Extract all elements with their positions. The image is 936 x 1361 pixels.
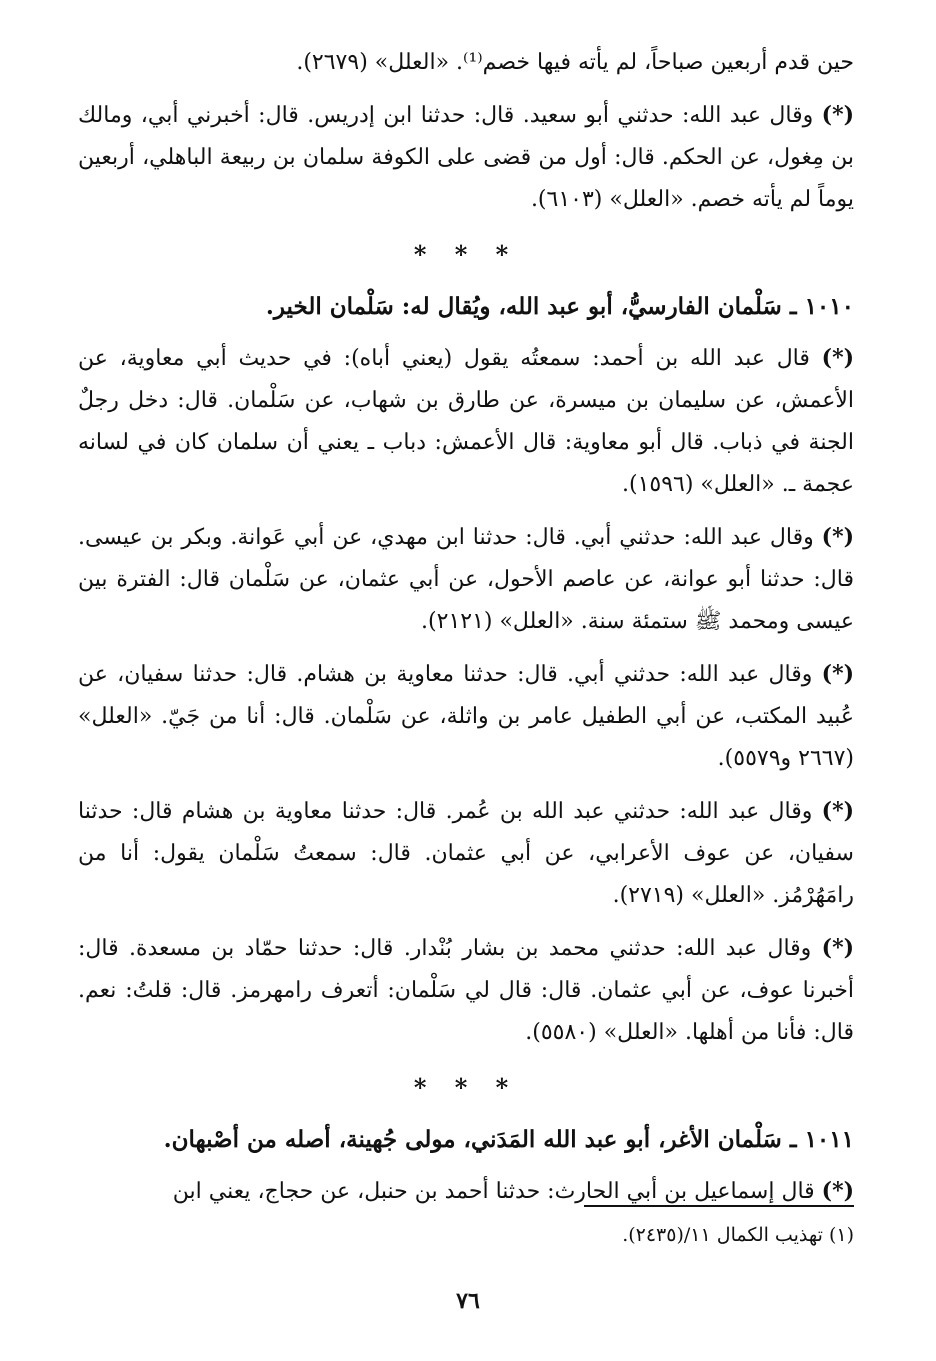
- paragraph-marker: (*): [821, 524, 854, 550]
- paragraph-text: قال إسماعيل بن أبي الحارث: حدثنا أحمد بن حنبل، عن حجاج، يعني ابن: [172, 1179, 822, 1204]
- entry-heading-1011: ١٠١١ ـ سَلْمان الأغر، أبو عبد الله المَدَني، مولى جُهينة، أصله من أصْبهان.: [163, 1126, 854, 1153]
- paragraph-7: [78, 927, 854, 1054]
- paragraph-2: [78, 94, 854, 221]
- paragraph-text: وقال عبد الله: حدثني أبي. قال: حدثنا ابن مهدي، عن أبي عَوانة. وبكر بن عيسى. قال: حدثنا أبو عوانة، عن عاصم الأحول، عن أبي عثمان، عن سَلْمان قال: الفترة بين عيسى ومحمد ﷺ ستمئة سنة. «العلل» (٢١٢١).: [78, 525, 854, 634]
- paragraph-marker: (*): [821, 798, 854, 824]
- paragraph-marker: (*): [821, 935, 854, 961]
- paragraph-marker: (*): [821, 345, 854, 371]
- page-body: [78, 42, 854, 1361]
- section-separator: * * *: [413, 1073, 519, 1102]
- paragraph-4: [78, 516, 854, 643]
- paragraph-1: [78, 42, 854, 84]
- paragraph-text: حين قدم أربعين صباحاً، لم يأته فيها خصم⁽¹⁾. «العلل» (٢٦٧٩).: [296, 50, 854, 75]
- paragraph-text: وقال عبد الله: حدثني محمد بن بشار بُنْدار. قال: حدثنا حمّاد بن مسعدة. قال: أخبرنا عوف، عن أبي عثمان. قال: قال لي سَلْمان: أتعرف رامهرمز. قال: قلتُ: نعم. قال: فأنا من أهلها. «العلل» (٥٥٨٠).: [78, 936, 854, 1045]
- page-number: ٧٦: [456, 1288, 480, 1314]
- paragraph-marker: (*): [821, 1178, 854, 1204]
- section-separator: * * *: [413, 240, 519, 269]
- paragraph-text: وقال عبد الله: حدثني أبي. قال: حدثنا معاوية بن هشام. قال: حدثنا سفيان، عن عُبيد المكتب، عن أبي الطفيل عامر بن واثلة، عن سَلْمان. قال: أنا من جَيّ. «العلل» (٢٦٦٧ و٥٥٧٩).: [78, 662, 854, 771]
- paragraph-marker: (*): [821, 102, 854, 128]
- paragraph-text: وقال عبد الله: حدثني عبد الله بن عُمر. قال: حدثنا معاوية بن هشام قال: حدثنا سفيان، عن عوف الأعرابي، عن أبي عثمان. قال: سمعتُ سَلْمان يقول: أنا من رامَهُرْمُز. «العلل» (٢٧١٩).: [78, 799, 854, 908]
- paragraph-text: قال عبد الله بن أحمد: سمعتُه يقول (يعني أباه): في حديث أبي معاوية، عن الأعمش، عن سليمان بن ميسرة، عن طارق بن شهاب، عن سَلْمان. قال: دخل رجلٌ الجنة في ذباب. قال أبو معاوية: قال الأعمش: دباب ـ يعني أن سلمان كان في لسانه عجمة ـ. «العلل» (١٥٩٦).: [78, 346, 854, 497]
- entry-heading-1010: ١٠١٠ ـ سَلْمان الفارسيُّ، أبو عبد الله، ويُقال له: سَلْمان الخير.: [265, 293, 854, 320]
- paragraph-marker: (*): [821, 661, 854, 687]
- paragraph-5: [78, 653, 854, 780]
- paragraph-3: [78, 337, 854, 506]
- footnote-divider: [584, 1205, 854, 1207]
- footnote: (١) تهذيب الكمال ١١/(٢٤٣٥).: [622, 1224, 854, 1246]
- paragraph-text: وقال عبد الله: حدثني أبو سعيد. قال: حدثنا ابن إدريس. قال: أخبرني أبي، ومالك بن مِغول، عن الحكم. قال: أول من قضى على الكوفة سلمان بن ربيعة الباهلي، أربعين يوماً لم يأته خصم. «العلل» (٦١٠٣).: [78, 103, 854, 212]
- paragraph-6: [78, 790, 854, 917]
